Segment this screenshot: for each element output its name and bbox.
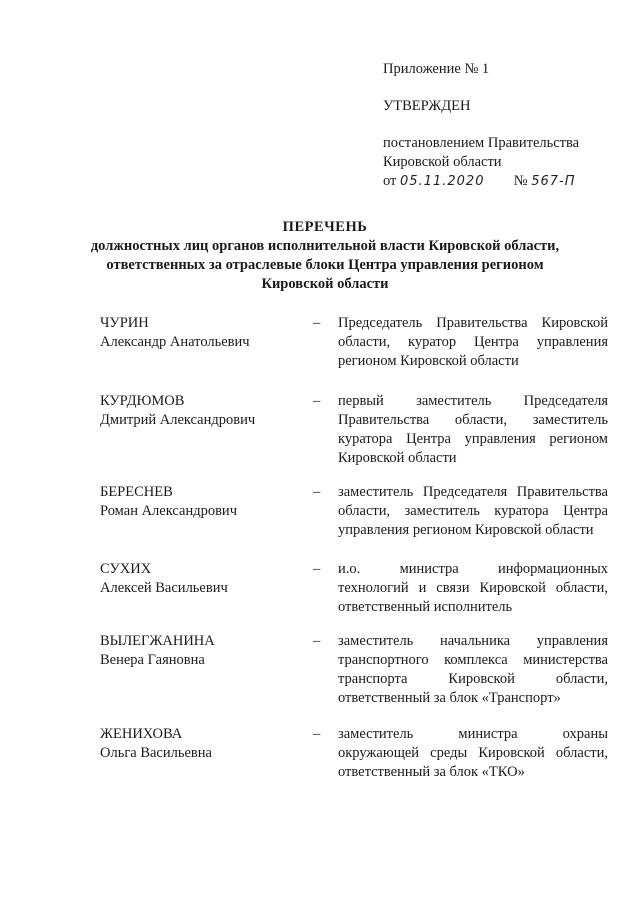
- entry-dash: –: [313, 633, 321, 649]
- date-prefix: от: [383, 173, 397, 189]
- entry-dash: –: [313, 393, 321, 409]
- appendix-label: Приложение № 1: [383, 61, 490, 77]
- document-heading: [90, 218, 560, 294]
- official-surname: ЖЕНИХОВА: [100, 726, 183, 742]
- entry-dash: –: [313, 484, 321, 500]
- entry-dash: –: [313, 726, 321, 742]
- document-subtitle-line-1: должностных лиц органов исполнительной власти Кировской области,: [90, 238, 560, 254]
- official-name: [100, 314, 305, 352]
- resolution-number: 567-П: [531, 174, 576, 189]
- official-given-names: Венера Гаяновна: [100, 652, 205, 668]
- approved-by-line-2: Кировской области: [383, 154, 502, 170]
- official-role: заместитель министра охраны окружающей среды Кировской области, ответственный за блок «ТКО»: [338, 726, 608, 780]
- official-name: [100, 632, 305, 670]
- official-given-names: Дмитрий Александрович: [100, 412, 256, 428]
- entry-dash: –: [313, 561, 321, 577]
- approval-block: [383, 60, 623, 191]
- official-name: [100, 725, 305, 763]
- resolution-date: 05.11.2020: [400, 174, 485, 189]
- official-name: [100, 392, 305, 430]
- official-given-names: Ольга Васильевна: [100, 745, 212, 761]
- resolution-date-row: [383, 172, 623, 191]
- document-subtitle-line-2: ответственных за отраслевые блоки Центра управления регионом: [106, 257, 544, 273]
- official-given-names: Роман Александрович: [100, 503, 237, 519]
- official-given-names: Александр Анатольевич: [100, 334, 250, 350]
- official-role: заместитель начальника управления транспортного комплекса министерства транспорта Кировской области, ответственный за блок «Транспорт»: [338, 633, 608, 706]
- official-name: [100, 560, 305, 598]
- official-surname: СУХИХ: [100, 561, 152, 577]
- official-role: заместитель Председателя Правительства области, заместитель куратора Центра управления регионом Кировской области: [338, 484, 608, 538]
- document-title: ПЕРЕЧЕНЬ: [282, 219, 368, 235]
- official-role: Председатель Правительства Кировской области, куратор Центра управления регионом Кировской области: [338, 315, 608, 369]
- official-name: [100, 483, 305, 521]
- official-surname: ЧУРИН: [100, 315, 149, 331]
- entry-dash: –: [313, 315, 321, 331]
- official-surname: БЕРЕСНЕВ: [100, 484, 173, 500]
- document-subtitle-line-3: Кировской области: [261, 276, 389, 292]
- approved-label: УТВЕРЖДЕН: [383, 98, 471, 114]
- approved-by-line-1: постановлением Правительства: [383, 135, 580, 151]
- official-surname: КУРДЮМОВ: [100, 393, 185, 409]
- official-surname: ВЫЛЕГЖАНИНА: [100, 633, 215, 649]
- official-given-names: Алексей Васильевич: [100, 580, 228, 596]
- official-role: и.о. министра информационных технологий и связи Кировской области, ответственный исполнитель: [338, 561, 608, 615]
- official-role: первый заместитель Председателя Правительства области, заместитель куратора Центра управления регионом Кировской области: [338, 393, 608, 466]
- number-prefix: №: [513, 173, 528, 189]
